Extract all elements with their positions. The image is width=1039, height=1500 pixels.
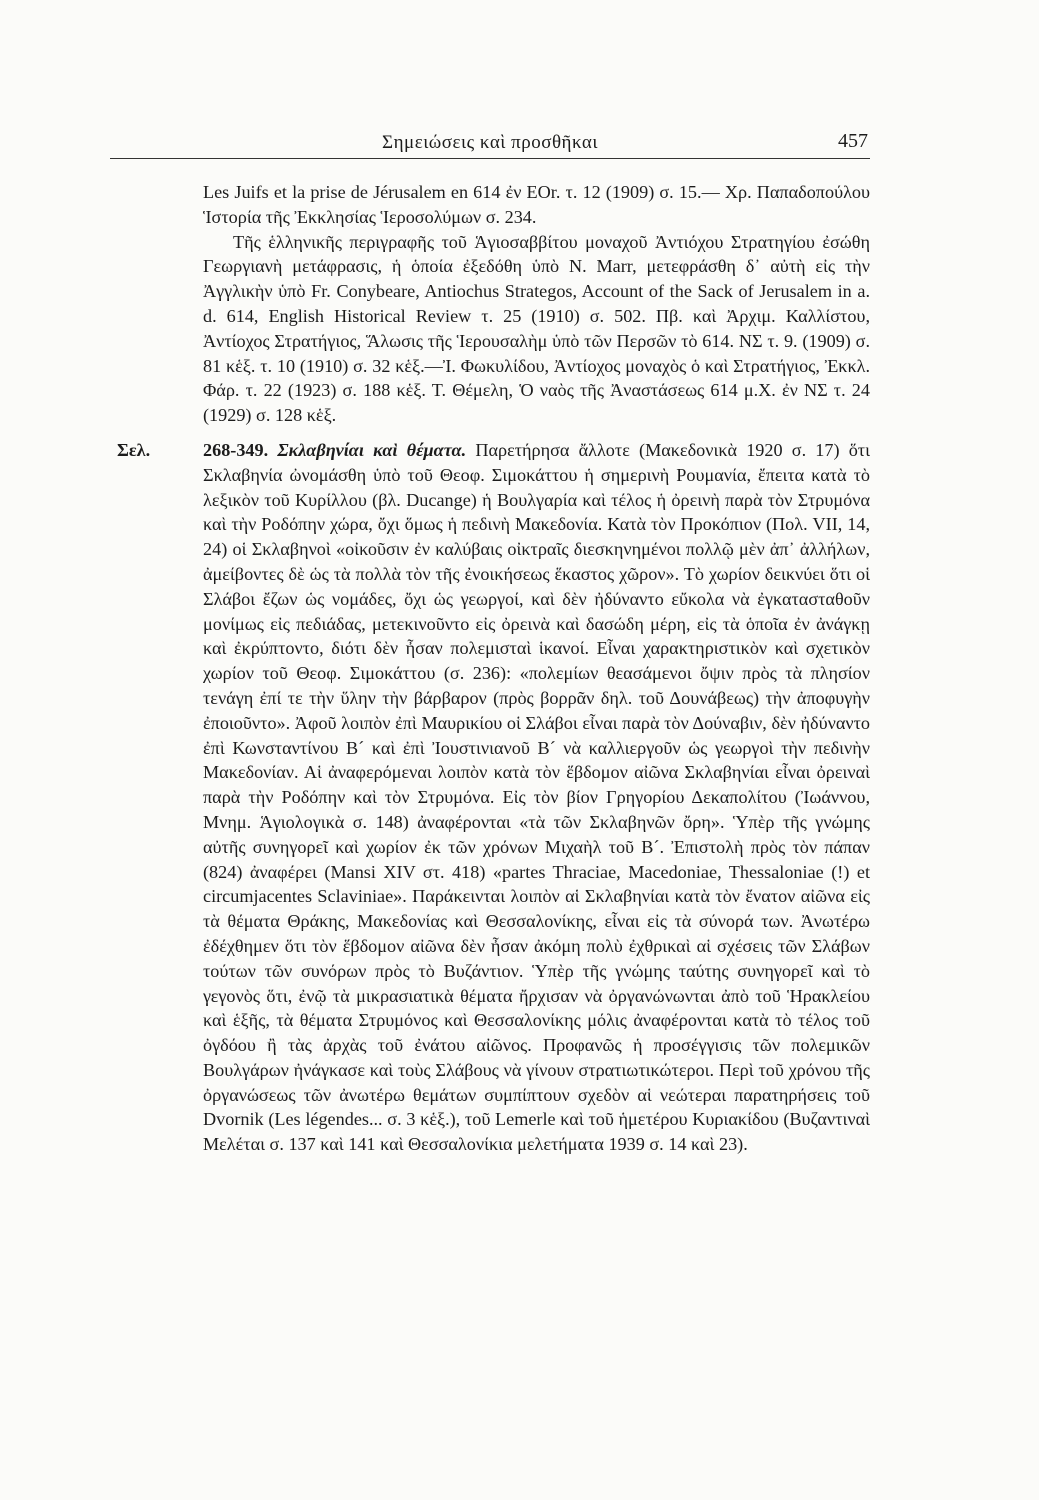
section-range: 268-349.: [203, 439, 269, 460]
paragraph-antiochus: [203, 230, 870, 428]
header-title: Σημειώσεις καὶ προσθῆκαι: [382, 132, 598, 153]
section-label: Σελ.: [117, 439, 151, 460]
section-name: Σκλαβηνίαι καὶ θέματα.: [277, 439, 467, 460]
section-text: Παρετήρησα ἄλλοτε (Μακεδονικὰ 1920 σ. 17) ὅτι Σκλαβηνία ὠνομάσθη ὑπὸ τοῦ Θεοφ. Σιμοκάττου ἡ σημερινὴ Ρουμανία, ἔπειτα κατὰ τὸ λεξικὸν τοῦ Κυρίλλου (βλ. Ducange) ἡ Βουλγαρία καὶ τέλος ἡ ὀρεινὴ παρὰ τὸν Στρυμόνα καὶ τὴν Ροδόπην χώρα, ὄχι ὅμως ἡ πεδινὴ Μακεδονία. Κατὰ τὸν Προκόπιον (Πολ. VII, 14, 24) οἱ Σκλαβηνοὶ «οἰκοῦσιν ἐν καλύβαις οἰκτραῖς διεσκηνημένοι πολλῷ μὲν ἀπ᾽ ἀλλήλων, ἀμείβοντες δὲ ὡς τὰ πολλὰ τὸν τῆς ἐνοικήσεως ἕκαστος χῶρον». Τὸ χωρίον δεικνύει ὅτι οἱ Σλάβοι ἔζων ὡς νομάδες, ὄχι ὡς γεωργοί, καὶ δὲν ἠδύναντο εὔκολα νὰ ἐγκατασταθοῦν μονίμως εἰς πεδιάδας, μετεκινοῦντο εἰς ὀρεινὰ καὶ δασώδη μέρη, εἰς τὰ ὁποῖα ἐν ἀνάγκῃ καὶ ἐκρύπτοντο, διότι δὲν ἦσαν πολεμισταὶ ἱκανοί. Εἶναι χαρακτηριστικὸν καὶ σχετικὸν χωρίον τοῦ Θεοφ. Σιμοκάττου (σ. 236): «πολεμίων θεασάμενοι ὄψιν πρὸς τὰ πλησίον τενάγη ἐπί τε τὴν ὕλην τὴν βάρβαρον (πρὸς βορρᾶν δηλ. τοῦ Δουνάβεως) τὴν ἀποφυγὴν ἐποιοῦντο». Ἀφοῦ λοιπὸν ἐπὶ Μαυρικίου οἱ Σλάβοι εἶναι παρὰ τὸν Δούναβιν, δὲν ἠδύναντο ἐπὶ Κωνσταντίνου Β´ καὶ ἐπὶ Ἰουστινιανοῦ Β´ νὰ καλλιεργοῦν ὡς γεωργοὶ τὴν πεδινὴν Μακεδονίαν. Αἱ ἀναφερόμεναι λοιπὸν κατὰ τὸν ἕβδομον αἰῶνα Σκλαβηνίαι εἶναι ὀρειναὶ παρὰ τὴν Ροδόπην καὶ τὸν Στρυμόνα. Εἰς τὸν βίον Γρηγορίου Δεκαπολίτου (Ἰωάννου, Μνημ. Ἁγιολογικὰ σ. 148) ἀναφέρονται «τὰ τῶν Σκλαβηνῶν ὄρη». Ὑπὲρ τῆς γνώμης αὐτῆς συνηγορεῖ καὶ χωρίον ἐκ τῶν χρόνων Μιχαὴλ τοῦ Β´. Ἐπιστολὴ πρὸς τὸν πάπαν (824) ἀναφέρει (Mansi XIV στ. 418) «partes Thraciae, Macedoniae, Thessaloniae (!) et circumjacentes Sclaviniae». Παράκεινται λοιπὸν αἱ Σκλαβηνίαι κατὰ τὸν ἔνατον αἰῶνα εἰς τὰ θέματα Θράκης, Μακεδονίας καὶ Θεσσαλονίκης, εἶναι εἰς τὰ σύνορά των. Ἀνωτέρω ἐδέχθημεν ὅτι τὸν ἕβδομον αἰῶνα δὲν ἦσαν ἀκόμη πολὺ ἐχθρικαὶ αἱ σχέσεις τῶν Σλάβων τούτων τῶν συνόρων πρὸς τὸ Βυζάντιον. Ὑπὲρ τῆς γνώμης ταύτης συνηγορεῖ καὶ τὸ γεγονὸς ὅτι, ἐνῷ τὰ μικρασιατικὰ θέματα ἤρχισαν νὰ ὀργανώνωνται ἀπὸ τοῦ Ἡρακλείου καὶ ἑξῆς, τὰ θέματα Στρυμόνος καὶ Θεσσαλονίκης μόλις ἀναφέρονται κατὰ τὸ τέλος τοῦ ὀγδόου ἢ τὰς ἀρχὰς τοῦ ἐνάτου αἰῶνος. Προφανῶς ἡ προσέγγισις τῶν πολεμικῶν Βουλγάρων ἠνάγκασε καὶ τοὺς Σλάβους νὰ γίνουν στρατιωτικώτεροι. Περὶ τοῦ χρόνου τῆς ὀργανώσεως τῶν ἀνωτέρω θεμάτων συμπίπτουν σχεδὸν αἱ νεώτεραι παρατηρήσεις τοῦ Dvornik (Les légendes... σ. 3 κἑξ.), τοῦ Lemerle καὶ τοῦ ἡμετέρου Κυριακίδου (Βυζαντιναὶ Μελέται σ. 137 καὶ 141 καὶ Θεσσαλονίκια μελετήματα 1939 σ. 14 καὶ 23).: [203, 439, 870, 1155]
running-header: [110, 128, 870, 159]
page-body: [117, 180, 870, 1157]
section-sklavinias: [117, 438, 870, 1157]
page-number: 457: [838, 130, 868, 152]
paragraph-references: Les Juifs et la prise de Jérusalem en 614 ἐν EOr. τ. 12 (1909) σ. 15.— Χρ. Παπαδοπούλου Ἱστορία τῆς Ἐκκλησίας Ἱεροσολύμων σ. 234.: [203, 182, 870, 227]
paragraph-antiochus-text: Τῆς ἑλληνικῆς περιγραφῆς τοῦ Ἁγιοσαββίτου μοναχοῦ Ἀντιόχου Στρατηγίου ἐσώθη Γεωργιανὴ μετάφρασις, ἡ ὁποία ἐξεδόθη ὑπὸ N. Marr, μετεφράσθη δ᾽ αὐτὴ εἰς τὴν Ἀγγλικὴν ὑπὸ Fr. Conybeare, Antiochus Strategos, Account of the Sack of Jerusalem in a. d. 614, English Historical Review τ. 25 (1910) σ. 502. Πβ. καὶ Ἀρχιμ. Καλλίστου, Ἀντίοχος Στρατήγιος, Ἅλωσις τῆς Ἱερουσαλὴμ ὑπὸ τῶν Περσῶν τὸ 614. ΝΣ τ. 9. (1909) σ. 81 κἑξ. τ. 10 (1910) σ. 32 κἑξ.—Ἰ. Φωκυλίδου, Ἀντίοχος μοναχὸς ὁ καὶ Στρατήγιος, Ἐκκλ. Φάρ. τ. 22 (1923) σ. 188 κἑξ. Τ. Θέμελη, Ὁ ναὸς τῆς Ἀναστάσεως 614 μ.Χ. ἐν ΝΣ τ. 24 (1929) σ. 128 κἑξ.: [203, 231, 870, 426]
